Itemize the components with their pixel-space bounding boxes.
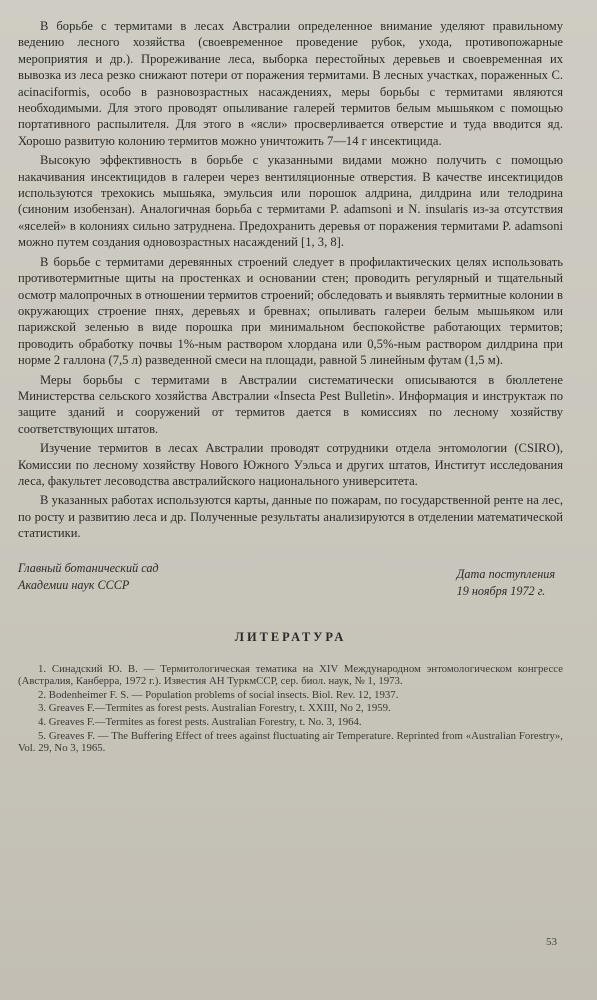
institution-line-2: Академии наук СССР	[18, 577, 130, 592]
reference-item: 3. Greaves F.—Termites as forest pests. Australian Forestry, t. XXIII, No 2, 1959.	[38, 702, 391, 715]
paragraph-1: В борьбе с термитами в лесах Австралии определенное внимание уделяют правильному ведению лесного хозяйства (своевременное проведение рубок, ухода, противопожарные мероприятия и др.). Прореживание леса, выборка перестойных деревьев и своевременная их вывозка из леса резко снижают потери от поражения термитами. В лесных участках, пораженных C. acinaciformis, особо в разновозрастных насаждениях, меры борьбы с термитами являются необходимыми. Для этого проводят опыливание галерей термитов белым мышьяком с помощью портативного распылителя. Для этого в «ясли» просверливается отверстие и туда вводится яд. Хорошо развитую колонию термитов можно уничтожить 7—14 г инсектицида.	[18, 19, 563, 148]
paragraph-3: В борьбе с термитами деревянных строений следует в профилактических целях использовать противотермитные щиты на простенках и основании стен; проводить регулярный и тщательный осмотр малопрочных в отношении термитов строений; обследовать и выявлять термитные колонии в окружающих строение пнях, деревьях и бревнах; опыливать галереи белым мышьяком или парижской зеленью в виде порошка при минимальном беспокойстве работающих термитов; проводить обработку почвы 1%-ным раствором хлордана или 0,5%-ным раствором дилдрина при норме 2 галлона (7,5 л) разведенной смеси на площади, равной 5 линейным футам (1,5 м).	[18, 254, 563, 368]
references-list	[18, 663, 563, 755]
paragraph-6: В указанных работах используются карты, данные по пожарам, по государственной ренте на лес, по росту и развитию леса и др. Полученные результаты анализируются в отделении математической статистики.	[18, 493, 563, 541]
reference-item: 4. Greaves F.—Termites as forest pests. Australian Forestry, t. No. 3, 1964.	[38, 715, 362, 728]
article-body	[18, 18, 563, 542]
reference-item: 5. Greaves F. — The Buffering Effect of trees against fluctuating air Temperature. Reprinted from «Australian Forestry», Vol. 29, No 3, 1965.	[18, 729, 563, 755]
paragraph-4: Меры борьбы с термитами в Австралии систематически описываются в бюллетене Министерства сельского хозяйства Австралии «Insecta Pest Bulletin». Информация и инструктаж по защите зданий и сооружений от термитов дается в комиссиях по лесному хозяйству соответствующих штатов.	[18, 372, 563, 436]
institution-line-1: Главный ботанический сад	[18, 560, 159, 575]
references-title: ЛИТЕРАТУРА	[234, 629, 347, 644]
page-number: 53	[546, 936, 557, 948]
affiliation-block	[18, 560, 563, 600]
institution	[18, 560, 159, 594]
received-label: Дата поступления	[456, 566, 555, 581]
reference-item: 1. Синадский Ю. В. — Термитологическая тематика на XIV Международном энтомологическом конгрессе (Австралия, Канберра, 1972 г.). Известия АН ТуркмССР, сер. биол. наук, № 1, 1973.	[18, 662, 563, 688]
reference-item: 2. Bodenheimer F. S. — Population problems of social insects. Biol. Rev. 12, 1937.	[38, 688, 399, 701]
received-value: 19 ноября 1972 г.	[456, 583, 546, 598]
received-date	[457, 560, 563, 600]
paragraph-2: Высокую эффективность в борьбе с указанными видами можно получить с помощью накачивания инсектицидов в галереи через вентиляционные отверстия. В качестве инсектицидов используются трехокись мышьяка, эмульсия или порошок алдрина, дилдрина или телодрина (синоним изобензан). Аналогичная борьба с термитами P. adamsoni и N. insularis из-за отсутствия «яселей» в колониях сильно затруднена. Предохранить деревья от поражения термитами P. adamsoni можно путем создания одновозрастных насаждений [1, 3, 8].	[18, 153, 563, 250]
paragraph-5: Изучение термитов в лесах Австралии проводят сотрудники отдела энтомологии (CSIRO), Комиссии по лесному хозяйству Нового Южного Уэльса и других штатов, Институт исследования леса, факультет лесоводства австралийского национального университета.	[18, 441, 563, 488]
